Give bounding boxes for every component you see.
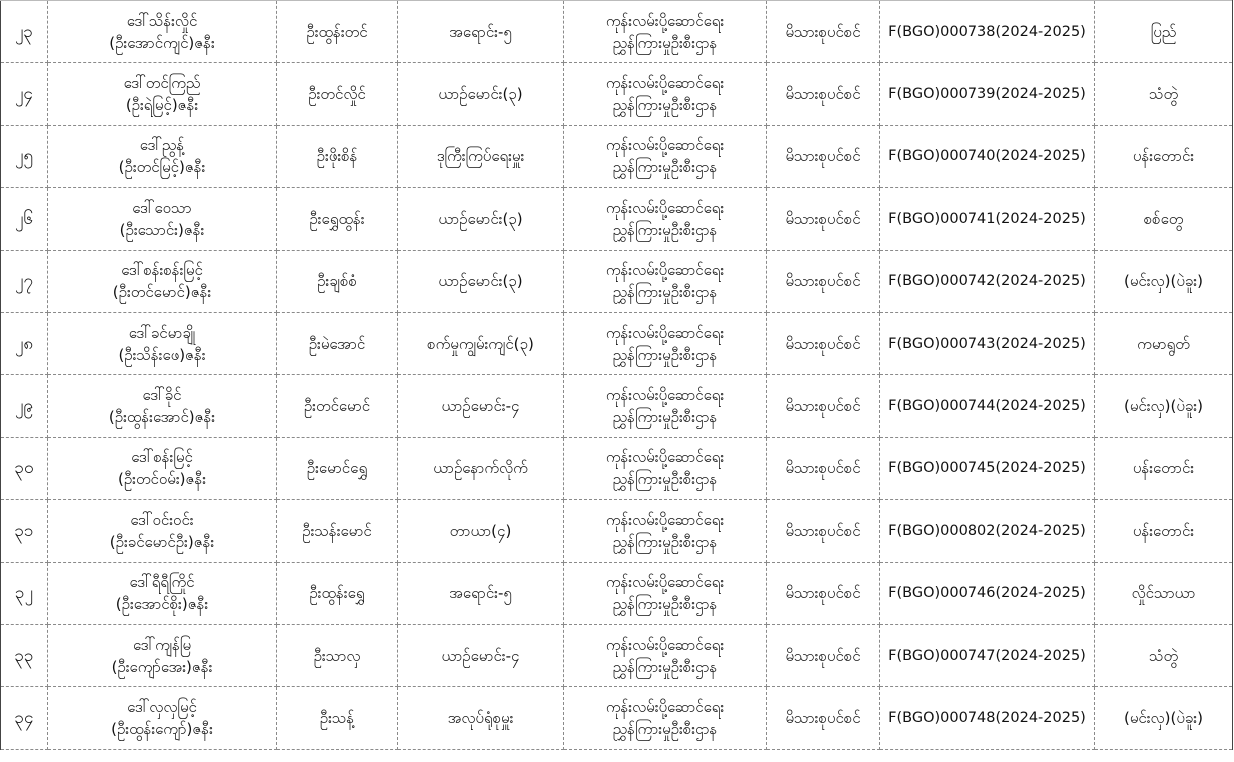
name-cell [48, 125, 277, 187]
pension-code-cell [880, 250, 1095, 312]
pension-code-cell [880, 188, 1095, 250]
pension-type-text: မိသားစုပင်စင် [785, 646, 861, 665]
guardian-cell [277, 437, 398, 499]
department-text: ကုန်းလမ်းပို့ဆောင်ရေး [605, 74, 725, 93]
pension-type-text: မိသားစုပင်စင် [785, 521, 861, 540]
table-body [1, 1, 1233, 750]
position-text: ယာဉ်မောင်း(၃) [438, 85, 523, 104]
position-cell [398, 312, 564, 374]
name-text: ဒေါ်ဝင်းဝင်း [130, 510, 194, 529]
pension-code-text: F(BGO)000741(2024-2025) [888, 210, 1086, 227]
pension-type-text: မိသားစုပင်စင် [785, 334, 861, 353]
township-cell [1095, 250, 1233, 312]
department-text: ညွှန်ကြားမှုဦးစီးဌာန [612, 719, 718, 738]
guardian-cell [277, 687, 398, 749]
table-row [1, 312, 1233, 374]
pension-code-cell [880, 1, 1095, 63]
guardian-text: ဦးဖိုးစိန် [316, 147, 358, 166]
row-number-cell [1, 562, 48, 624]
department-cell [564, 687, 767, 749]
position-cell [398, 624, 564, 686]
department-text: ညွှန်ကြားမှုဦးစီးဌာန [612, 345, 718, 364]
department-text: ညွှန်ကြားမှုဦးစီးဌာန [612, 657, 718, 676]
guardian-text: ဦးသာလှ [313, 646, 361, 665]
department-text: ကုန်းလမ်းပို့ဆောင်ရေး [605, 386, 725, 405]
pension-type-cell [767, 687, 880, 749]
guardian-cell [277, 250, 398, 312]
pension-type-text: မိသားစုပင်စင် [785, 209, 861, 228]
pension-code-cell [880, 687, 1095, 749]
pension-type-text: မိသားစုပင်စင် [785, 708, 861, 727]
row-number-text: ၂၃ [15, 21, 33, 42]
pension-type-text: မိသားစုပင်စင် [785, 272, 861, 291]
department-text: ကုန်းလမ်းပို့ဆောင်ရေး [605, 635, 725, 654]
department-cell [564, 125, 767, 187]
name-text: ဒေါ်လှလှမြင့် [127, 697, 197, 716]
name-text: (ဦးတင်မောင်)ဇနီး [112, 283, 212, 302]
table-row [1, 624, 1233, 686]
pension-type-text: မိသားစုပင်စင် [785, 459, 861, 478]
name-text: (ဦးရဲမြင့်)ဇနီး [125, 96, 199, 115]
row-number-cell [1, 188, 48, 250]
guardian-text: ဦးထွန်းတင် [306, 22, 368, 41]
guardian-text: ဦးတင်မောင် [303, 397, 371, 416]
table-row [1, 250, 1233, 312]
position-text: စက်မှုကျွမ်းကျင်(၃) [427, 334, 534, 353]
name-cell [48, 312, 277, 374]
pension-type-cell [767, 312, 880, 374]
position-text: ယာဉ်မောင်း-၄ [441, 646, 520, 665]
position-cell [398, 500, 564, 562]
department-text: ကုန်းလမ်းပို့ဆောင်ရေး [605, 573, 725, 592]
department-cell [564, 562, 767, 624]
department-text: ကုန်းလမ်းပို့ဆောင်ရေး [605, 261, 725, 280]
township-text: ပန်းတောင်း [1132, 521, 1195, 540]
department-text: ကုန်းလမ်းပို့ဆောင်ရေး [605, 697, 725, 716]
position-text: အရောင်း-၅ [449, 22, 512, 41]
row-number-text: ၂၅ [15, 146, 33, 167]
name-text: (ဦးအောင်စိုး)ဇနီး [115, 595, 209, 614]
position-text: အရောင်း-၅ [449, 584, 512, 603]
position-cell [398, 125, 564, 187]
township-cell [1095, 63, 1233, 125]
pension-type-cell [767, 250, 880, 312]
name-text: ဒေါ်ရီရီကြိုင် [129, 573, 195, 592]
table-row [1, 375, 1233, 437]
township-cell [1095, 1, 1233, 63]
pension-type-cell [767, 63, 880, 125]
row-number-text: ၃၄ [14, 707, 34, 728]
table-row [1, 125, 1233, 187]
pension-code-cell [880, 125, 1095, 187]
pension-type-cell [767, 500, 880, 562]
township-cell [1095, 312, 1233, 374]
township-cell [1095, 562, 1233, 624]
name-text: ဒေါ်ညွန့် [139, 136, 185, 155]
name-text: ဒေါ်စန်းစန်းမြင့် [121, 261, 203, 280]
pension-type-text: မိသားစုပင်စင် [785, 22, 861, 41]
township-cell [1095, 687, 1233, 749]
pension-type-cell [767, 1, 880, 63]
name-text: (ဦးသိန်းဖေ)ဇနီး [118, 345, 206, 364]
name-text: (ဦးတင်မြင့်)ဇနီး [118, 158, 206, 177]
pension-code-cell [880, 500, 1095, 562]
township-cell [1095, 437, 1233, 499]
department-text: ညွှန်ကြားမှုဦးစီးဌာန [612, 158, 718, 177]
department-text: ကုန်းလမ်းပို့ဆောင်ရေး [605, 510, 725, 529]
position-text: ယာဉ်မောင်း(၃) [438, 272, 523, 291]
row-number-cell [1, 312, 48, 374]
row-number-cell [1, 500, 48, 562]
table-row [1, 63, 1233, 125]
row-number-cell [1, 624, 48, 686]
township-text: ကမာရွတ် [1137, 334, 1190, 353]
department-cell [564, 624, 767, 686]
row-number-text: ၃၁ [14, 520, 34, 541]
guardian-text: ဦးထွန်းရွှေ [309, 584, 365, 603]
department-cell [564, 437, 767, 499]
name-text: (ဦးထွန်းအောင်)ဇနီး [108, 408, 216, 427]
name-cell [48, 562, 277, 624]
row-number-text: ၂၇ [15, 271, 33, 292]
pension-type-cell [767, 562, 880, 624]
position-text: ယာဉ်နောက်လိုက် [433, 459, 528, 478]
row-number-text: ၃၃ [14, 645, 34, 666]
row-number-cell [1, 687, 48, 749]
table-row [1, 437, 1233, 499]
guardian-cell [277, 562, 398, 624]
pension-code-text: F(BGO)000743(2024-2025) [888, 335, 1086, 352]
township-text: သံတွဲ [1148, 646, 1179, 665]
name-text: (ဦးထွန်းကျော်)ဇနီး [111, 719, 213, 738]
department-cell [564, 500, 767, 562]
name-text: ဒေါ်ကျန်မြ [132, 635, 192, 654]
department-text: ကုန်းလမ်းပို့ဆောင်ရေး [605, 136, 725, 155]
name-text: (ဦးအောင်ကျင်)ဇနီး [109, 33, 215, 52]
name-text: ဒေါ်ခိုင် [142, 386, 182, 405]
name-cell [48, 500, 277, 562]
pension-code-text: F(BGO)000742(2024-2025) [888, 273, 1086, 290]
township-text: စစ်တွေ [1143, 209, 1184, 228]
position-cell [398, 1, 564, 63]
department-cell [564, 188, 767, 250]
name-cell [48, 687, 277, 749]
guardian-cell [277, 188, 398, 250]
department-text: ညွှန်ကြားမှုဦးစီးဌာန [612, 96, 718, 115]
guardian-cell [277, 1, 398, 63]
pension-type-cell [767, 437, 880, 499]
name-text: (ဦးခင်မောင်ဦး)ဇနီး [109, 532, 215, 551]
row-number-text: ၂၈ [14, 333, 34, 354]
pension-code-text: F(BGO)000744(2024-2025) [888, 398, 1086, 415]
department-text: ကုန်းလမ်းပို့ဆောင်ရေး [605, 323, 725, 342]
guardian-cell [277, 500, 398, 562]
guardian-text: ဦးမဲအောင် [308, 334, 366, 353]
table-row [1, 500, 1233, 562]
department-text: ညွှန်ကြားမှုဦးစီးဌာန [612, 532, 718, 551]
guardian-cell [277, 125, 398, 187]
township-cell [1095, 188, 1233, 250]
department-cell [564, 63, 767, 125]
department-text: ညွှန်ကြားမှုဦးစီးဌာန [612, 220, 718, 239]
pension-type-text: မိသားစုပင်စင် [785, 147, 861, 166]
name-cell [48, 1, 277, 63]
pension-code-cell [880, 562, 1095, 624]
guardian-text: ဦးရွှေထွန်း [309, 209, 365, 228]
name-cell [48, 63, 277, 125]
pension-type-cell [767, 188, 880, 250]
row-number-text: ၃၂ [15, 583, 33, 604]
row-number-text: ၃၀ [14, 458, 34, 479]
table-row [1, 687, 1233, 749]
table-row [1, 188, 1233, 250]
guardian-text: ဦးတင်လှိုင် [308, 85, 366, 104]
department-cell [564, 375, 767, 437]
guardian-cell [277, 312, 398, 374]
pension-code-cell [880, 624, 1095, 686]
position-cell [398, 375, 564, 437]
pension-code-text: F(BGO)000747(2024-2025) [888, 647, 1086, 664]
position-text: တာယာ(၄) [449, 521, 512, 540]
position-cell [398, 562, 564, 624]
township-text: (မင်းလှ)(ပဲခူး) [1124, 397, 1203, 416]
township-cell [1095, 125, 1233, 187]
guardian-text: ဦးမောင်ရွှေ [306, 459, 368, 478]
row-number-text: ၂၆ [15, 208, 33, 229]
pension-code-text: F(BGO)000745(2024-2025) [888, 460, 1086, 477]
department-cell [564, 312, 767, 374]
township-text: လှိုင်သာယာ [1131, 584, 1196, 603]
pension-code-text: F(BGO)000738(2024-2025) [888, 23, 1086, 40]
guardian-cell [277, 624, 398, 686]
guardian-cell [277, 375, 398, 437]
guardian-text: ဦးချစ်စံ [317, 272, 357, 291]
row-number-cell [1, 250, 48, 312]
township-cell [1095, 624, 1233, 686]
department-cell [564, 250, 767, 312]
row-number-cell [1, 437, 48, 499]
position-text: ယာဉ်မောင်း-၄ [441, 397, 520, 416]
department-text: ကုန်းလမ်းပို့ဆောင်ရေး [605, 11, 725, 30]
row-number-cell [1, 1, 48, 63]
pension-code-cell [880, 312, 1095, 374]
pension-code-text: F(BGO)000739(2024-2025) [888, 86, 1086, 103]
row-number-cell [1, 125, 48, 187]
name-text: (ဦးသောင်း)ဇနီး [119, 220, 205, 239]
township-text: (မင်းလှ)(ပဲခူး) [1124, 708, 1203, 727]
township-text: ပန်းတောင်း [1132, 147, 1195, 166]
pension-code-text: F(BGO)000746(2024-2025) [888, 585, 1086, 602]
position-text: အလုပ်ရုံစုမှူး [447, 708, 514, 727]
position-cell [398, 63, 564, 125]
position-text: ဒုကြီးကြပ်ရေးမှူး [436, 147, 525, 166]
table-row [1, 1, 1233, 63]
pension-type-text: မိသားစုပင်စင် [785, 397, 861, 416]
department-cell [564, 1, 767, 63]
township-cell [1095, 375, 1233, 437]
pension-type-cell [767, 624, 880, 686]
name-cell [48, 250, 277, 312]
table-row [1, 562, 1233, 624]
pension-type-cell [767, 375, 880, 437]
pension-code-cell [880, 63, 1095, 125]
name-cell [48, 188, 277, 250]
department-text: ညွှန်ကြားမှုဦးစီးဌာန [612, 595, 718, 614]
position-cell [398, 250, 564, 312]
township-text: ပန်းတောင်း [1132, 459, 1195, 478]
name-text: ဒေါ်တင်ကြည် [123, 74, 201, 93]
pension-code-cell [880, 437, 1095, 499]
township-text: သံတွဲ [1148, 85, 1179, 104]
guardian-cell [277, 63, 398, 125]
pension-type-text: မိသားစုပင်စင် [785, 584, 861, 603]
pension-code-text: F(BGO)000740(2024-2025) [888, 148, 1086, 165]
position-cell [398, 188, 564, 250]
pension-type-cell [767, 125, 880, 187]
row-number-text: ၂၉ [15, 396, 33, 417]
pension-code-text: F(BGO)000748(2024-2025) [888, 709, 1086, 726]
name-text: ဒေါ်စန်းမြင့် [131, 448, 193, 467]
department-text: ကုန်းလမ်းပို့ဆောင်ရေး [605, 448, 725, 467]
department-text: ကုန်းလမ်းပို့ဆောင်ရေး [605, 198, 725, 217]
name-text: ဒေါ်သိန်းလှိုင် [126, 11, 198, 30]
position-cell [398, 437, 564, 499]
row-number-cell [1, 375, 48, 437]
department-text: ညွှန်ကြားမှုဦးစီးဌာန [612, 408, 718, 427]
name-cell [48, 624, 277, 686]
name-cell [48, 437, 277, 499]
township-text: (မင်းလှ)(ပဲခူး) [1124, 272, 1203, 291]
pension-code-text: F(BGO)000802(2024-2025) [888, 522, 1086, 539]
department-text: ညွှန်ကြားမှုဦးစီးဌာန [612, 470, 718, 489]
guardian-text: ဦးသန်းမောင် [302, 521, 372, 540]
name-text: (ဦးကျော်အေး)ဇနီး [111, 657, 213, 676]
pension-code-cell [880, 375, 1095, 437]
guardian-text: ဦးသန့် [319, 708, 355, 727]
township-text: ပြည် [1150, 22, 1177, 41]
name-cell [48, 375, 277, 437]
row-number-text: ၂၄ [15, 84, 33, 105]
name-text: ဒေါ်ဝေသာ [132, 198, 192, 217]
row-number-cell [1, 63, 48, 125]
name-text: (ဦးတင်ဝမ်း)ဇနီး [117, 470, 207, 489]
township-cell [1095, 500, 1233, 562]
position-text: ယာဉ်မောင်း(၃) [438, 209, 523, 228]
department-text: ညွှန်ကြားမှုဦးစီးဌာန [612, 283, 718, 302]
position-cell [398, 687, 564, 749]
department-text: ညွှန်ကြားမှုဦးစီးဌာန [612, 33, 718, 52]
pension-type-text: မိသားစုပင်စင် [785, 85, 861, 104]
name-text: ဒေါ်ခင်မာချို [128, 323, 196, 342]
